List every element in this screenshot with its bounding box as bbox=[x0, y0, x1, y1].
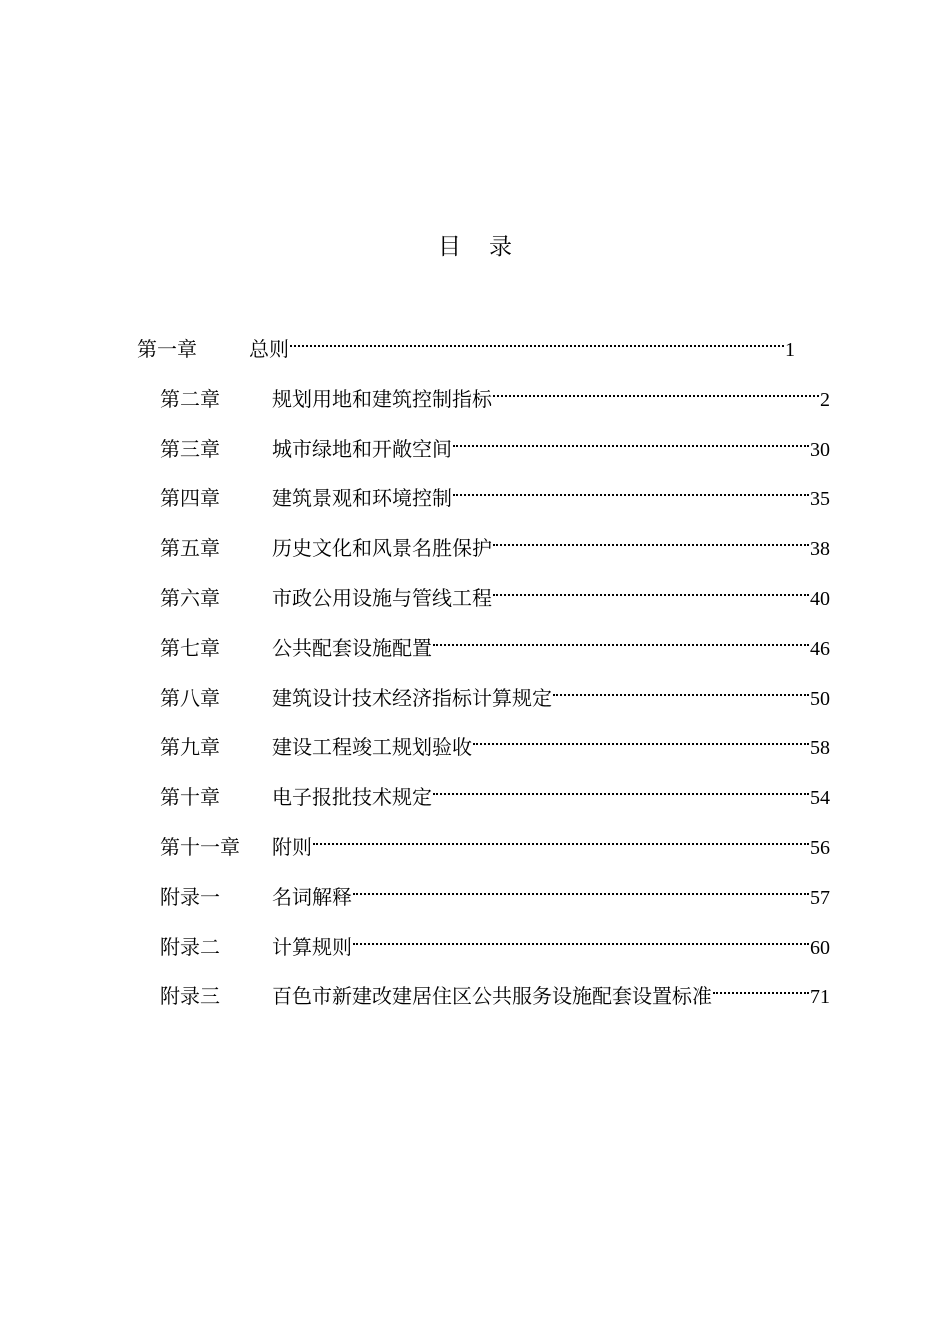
toc-chapter-label: 第四章 bbox=[160, 486, 220, 511]
dot-leader bbox=[713, 973, 809, 1003]
toc-chapter-label: 第十一章 bbox=[160, 835, 240, 859]
toc-chapter-label: 第二章 bbox=[160, 386, 220, 411]
dot-leader bbox=[493, 376, 819, 406]
dot-leader bbox=[353, 924, 809, 954]
toc-title bbox=[0, 228, 950, 261]
toc-entry-title: 公共配套设施配置 bbox=[272, 635, 432, 660]
toc-title-char-2: 录 bbox=[489, 234, 512, 260]
toc-entry[interactable] bbox=[160, 426, 830, 461]
toc-page-number: 38 bbox=[810, 538, 830, 561]
toc-page-number: 35 bbox=[810, 488, 830, 511]
toc-entry[interactable] bbox=[160, 475, 830, 511]
toc-entry[interactable] bbox=[160, 675, 830, 710]
dot-leader bbox=[290, 326, 784, 356]
toc-page-number: 30 bbox=[810, 438, 830, 461]
toc-entry[interactable] bbox=[160, 625, 830, 660]
toc-chapter-label: 第一章 bbox=[137, 337, 197, 361]
toc-entry[interactable] bbox=[160, 774, 830, 810]
toc-chapter-label: 第三章 bbox=[160, 436, 220, 461]
toc-entry-title: 计算规则 bbox=[272, 934, 352, 959]
toc-chapter-label: 第九章 bbox=[160, 735, 220, 760]
toc-chapter-label: 第七章 bbox=[160, 635, 220, 660]
dot-leader bbox=[313, 824, 809, 854]
toc-entry[interactable] bbox=[160, 575, 830, 610]
dot-leader bbox=[453, 475, 809, 505]
toc-page-number: 58 bbox=[810, 737, 830, 760]
dot-leader bbox=[433, 774, 809, 804]
toc-page-number: 2 bbox=[820, 388, 830, 411]
dot-leader bbox=[493, 575, 809, 605]
toc-entry-title: 总则 bbox=[249, 337, 289, 361]
toc-entry-title: 名词解释 bbox=[272, 884, 352, 909]
toc-entry-title: 电子报批技术规定 bbox=[272, 785, 432, 810]
toc-entry[interactable] bbox=[137, 326, 795, 361]
toc-chapter-label: 第六章 bbox=[160, 586, 220, 610]
toc-chapter-label: 附录二 bbox=[160, 934, 220, 959]
toc-entry[interactable] bbox=[160, 376, 830, 411]
toc-entry[interactable] bbox=[160, 924, 830, 959]
toc-entry[interactable] bbox=[160, 525, 830, 561]
toc-page-number: 50 bbox=[810, 687, 830, 710]
toc-chapter-label: 第十章 bbox=[160, 785, 220, 810]
toc-page-number: 1 bbox=[785, 339, 795, 361]
toc-entry[interactable] bbox=[160, 724, 830, 760]
dot-leader bbox=[473, 724, 809, 754]
dot-leader bbox=[353, 874, 809, 904]
toc-entry-title: 建设工程竣工规划验收 bbox=[272, 735, 472, 760]
dot-leader bbox=[493, 525, 809, 555]
toc-page-number: 40 bbox=[810, 588, 830, 610]
toc-entry-title: 附则 bbox=[272, 835, 312, 859]
toc-entry-title: 历史文化和风景名胜保护 bbox=[272, 536, 492, 561]
toc-page-number: 54 bbox=[810, 787, 830, 810]
dot-leader bbox=[433, 625, 809, 655]
toc-entry[interactable] bbox=[160, 973, 830, 1009]
toc-chapter-label: 第八章 bbox=[160, 685, 220, 710]
toc-entry-title: 规划用地和建筑控制指标 bbox=[272, 386, 492, 411]
toc-title-char-1: 目 bbox=[438, 234, 461, 260]
toc-entry-title: 市政公用设施与管线工程 bbox=[272, 586, 492, 610]
toc-chapter-label: 附录一 bbox=[160, 884, 220, 909]
dot-leader bbox=[453, 426, 809, 456]
toc-entry-title: 建筑设计技术经济指标计算规定 bbox=[272, 685, 552, 710]
dot-leader bbox=[553, 675, 809, 705]
toc-chapter-label: 附录三 bbox=[160, 984, 220, 1009]
toc-entry-title: 城市绿地和开敞空间 bbox=[272, 436, 452, 461]
toc-page-number: 57 bbox=[810, 886, 830, 909]
toc-page-number: 60 bbox=[810, 936, 830, 959]
toc-chapter-label: 第五章 bbox=[160, 536, 220, 561]
toc-entry[interactable] bbox=[160, 874, 830, 909]
toc-entry[interactable] bbox=[160, 824, 830, 859]
toc-page-number: 71 bbox=[810, 986, 830, 1009]
toc-entry-title: 百色市新建改建居住区公共服务设施配套设置标准 bbox=[272, 984, 712, 1009]
toc-entry-title: 建筑景观和环境控制 bbox=[272, 486, 452, 511]
toc-page-number: 46 bbox=[810, 637, 830, 660]
toc-page-number: 56 bbox=[810, 837, 830, 859]
